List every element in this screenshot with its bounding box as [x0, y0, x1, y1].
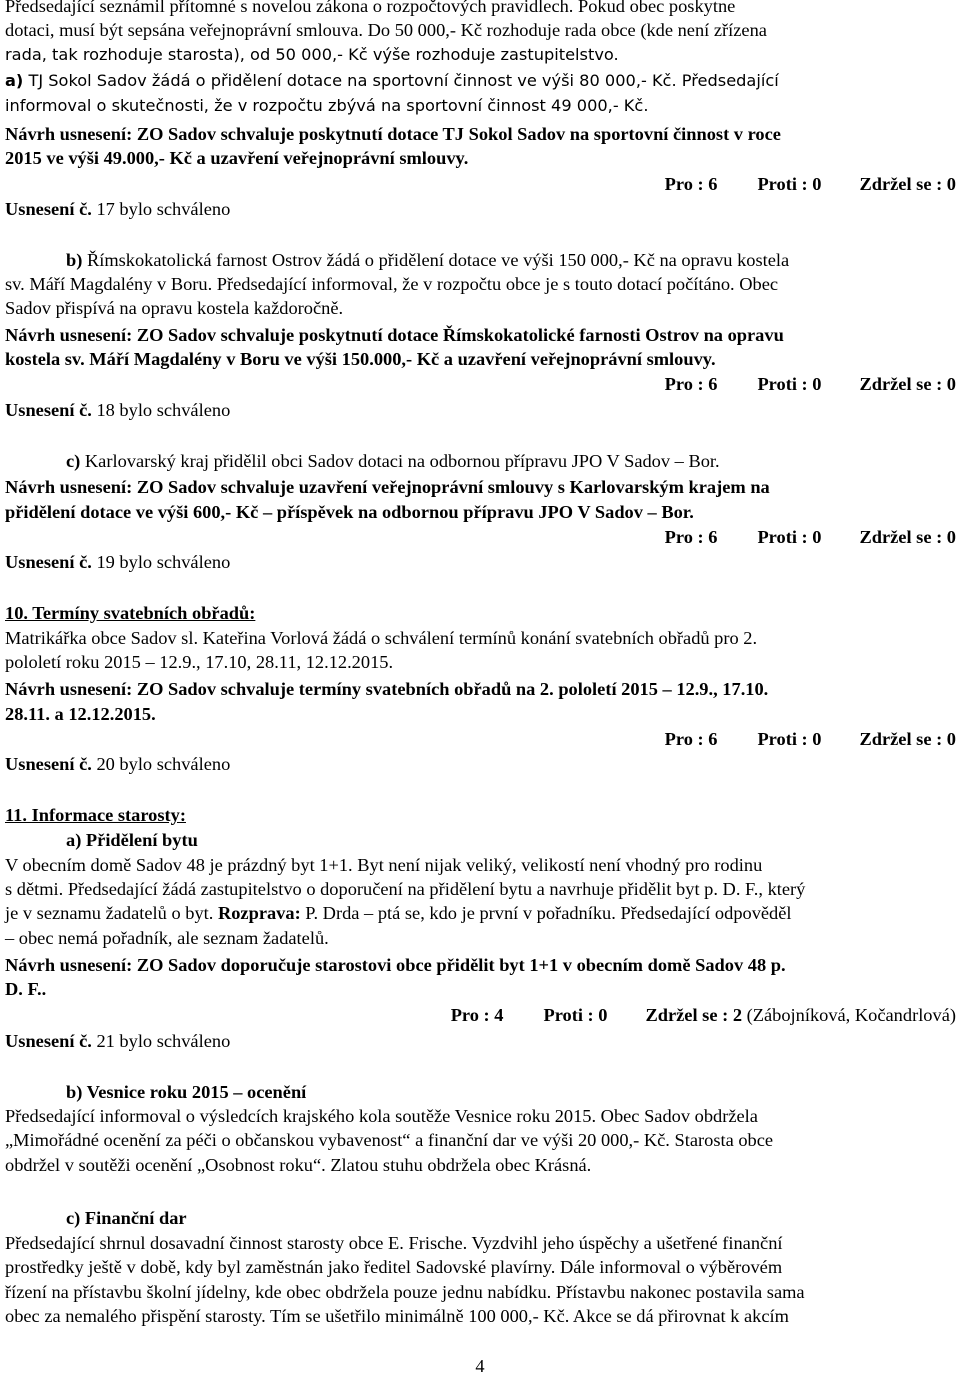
resolution-status — [5, 752, 230, 776]
resolution-proposal: Návrh usnesení: ZO Sadov schvaluje poskytnutí dotace Římskokatolické farnosti Ostrov na opravu — [5, 325, 784, 345]
vote-proti: Proti : 0 — [757, 729, 822, 749]
text-line: prostředky ještě v době, kdy byl zaměstnán jako ředitel Sadovské plavírny. Dále informoval o výběrovém — [5, 1257, 783, 1277]
section-heading-11: 11. Informace starosty: — [5, 805, 186, 825]
text-line: obdržel v soutěži ocenění „Osobnost roku“. Zlatou stuhu obdržela obec Krásná. — [5, 1155, 592, 1175]
vote-abstain: Zdržel se : 0 — [859, 374, 956, 394]
vote-abstain: Zdržel se : 2 — [645, 1005, 743, 1025]
item-a-sokol — [5, 69, 779, 93]
text-line: pololetí roku 2015 – 12.9., 17.10, 28.11, 12.12.2015. — [5, 652, 394, 672]
vote-result — [665, 172, 956, 196]
item-text: TJ Sokol Sadov žádá o přidělení dotace na sportovní činnost ve výši 80 000,- Kč. — [23, 71, 677, 90]
resolution-text: 18 bylo schváleno — [91, 400, 231, 420]
text-line: Předsedající shrnul dosavadní činnost starosty obce E. Frische. Vyzdvihl jeho úspěchy a ušetřené finanční — [5, 1233, 783, 1253]
text-line: rada, tak rozhoduje starosta), od 50 000,- Kč výše rozhoduje zastupitelstvo. — [5, 45, 619, 64]
vote-proti: Proti : 0 — [757, 174, 822, 194]
resolution-label: Usnesení č. — [5, 400, 92, 420]
text-line: Matrikářka obce Sadov sl. Kateřina Vorlová žádá o schválení termínů konání svatebních obřadů pro 2. — [5, 628, 758, 648]
vote-proti: Proti : 0 — [543, 1005, 608, 1025]
page-number: 4 — [475, 1356, 485, 1376]
resolution-proposal: Návrh usnesení: ZO Sadov schvaluje poskytnutí dotace TJ Sokol Sadov na sportovní činnost v roce — [5, 124, 781, 144]
text-line: dotaci, musí být sepsána veřejnoprávní smlouva. Do 50 000,- Kč rozhoduje rada obce (kde není zřízena — [5, 20, 767, 40]
vote-pro: Pro : 6 — [664, 174, 718, 194]
text-line — [5, 901, 792, 925]
text-line: Sadov přispívá na opravu kostela každoročně. — [5, 298, 344, 318]
resolution-proposal: Návrh usnesení: ZO Sadov schvaluje termíny svatebních obřadů na 2. pololetí 2015 – 12.9., 17.10. — [5, 679, 769, 699]
vote-pro: Pro : 6 — [664, 374, 718, 394]
subsection-heading: a) Přidělení bytu — [66, 830, 198, 850]
text-line: obec za nemalého přispění starosty. Tím se ušetřilo minimálně 100 000,- Kč. Akce se dá přirovnat k akcím — [5, 1306, 789, 1326]
item-label: b) — [66, 250, 83, 270]
resolution-status — [5, 197, 230, 221]
vote-pro: Pro : 6 — [664, 527, 718, 547]
vote-note: (Zábojníková, Kočandrlová) — [742, 1005, 956, 1025]
text-line: informoval o skutečnosti, že v rozpočtu zbývá na sportovní činnost 49 000,- Kč. — [5, 96, 649, 115]
vote-result — [665, 727, 956, 751]
resolution-proposal: Návrh usnesení: ZO Sadov doporučuje starostovi obce přidělit byt 1+1 v obecním domě Sadov 48 p. — [5, 955, 786, 975]
resolution-label: Usnesení č. — [5, 754, 92, 774]
resolution-text: 19 bylo schváleno — [91, 552, 231, 572]
resolution-proposal: Návrh usnesení: ZO Sadov schvaluje uzavření veřejnoprávní smlouvy s Karlovarským krajem na — [5, 477, 770, 497]
text-line: „Mimořádné ocenění za péči o občanskou vybavenost“ a finanční dar ve výši 20 000,- Kč. Starosta obce — [5, 1130, 774, 1150]
vote-result — [451, 1003, 956, 1027]
vote-abstain: Zdržel se : 0 — [859, 729, 956, 749]
item-label: c) — [66, 451, 81, 471]
resolution-status — [5, 1029, 230, 1053]
subsection-heading: c) Finanční dar — [66, 1208, 187, 1228]
vote-abstain: Zdržel se : 0 — [859, 174, 956, 194]
text-line: s dětmi. Předsedající žádá zastupitelstvo o doporučení na přidělení bytu a navrhuje přidělit byt p. D. F., který — [5, 879, 806, 899]
vote-result — [665, 372, 956, 396]
resolution-proposal: 28.11. a 12.12.2015. — [5, 704, 156, 724]
resolution-label: Usnesení č. — [5, 1031, 92, 1051]
text-line: – obec nemá pořadník, ale seznam žadatelů. — [5, 928, 329, 948]
resolution-status — [5, 550, 230, 574]
resolution-proposal: D. F.. — [5, 979, 47, 999]
item-text: Karlovarský kraj přidělil obci Sadov dotaci na odbornou přípravu JPO V Sadov – Bor. — [80, 451, 720, 471]
resolution-proposal: kostela sv. Máří Magdalény v Boru ve výši 150.000,- Kč a uzavření veřejnoprávní smlouvy. — [5, 349, 716, 369]
vote-abstain: Zdržel se : 0 — [859, 527, 956, 547]
resolution-proposal: 2015 ve výši 49.000,- Kč a uzavření veřejnoprávní smlouvy. — [5, 148, 469, 168]
vote-pro: Pro : 6 — [664, 729, 718, 749]
resolution-text: 20 bylo schváleno — [91, 754, 231, 774]
item-label: a) — [5, 71, 24, 90]
section-heading-10: 10. Termíny svatebních obřadů: — [5, 603, 256, 623]
resolution-text: 17 bylo schváleno — [91, 199, 231, 219]
text-line: Předsedající seznámil přítomné s novelou zákona o rozpočtových pravidlech. Pokud obec poskytne — [5, 0, 736, 16]
resolution-label: Usnesení č. — [5, 199, 92, 219]
item-text: Předsedající — [676, 71, 779, 90]
text-line: sv. Máří Magdalény v Boru. Předsedající informoval, že v rozpočtu obce je s touto dotací počítáno. Obec — [5, 274, 779, 294]
text-line: řízení na přístavbu školní jídelny, kde obec obdržela pouze jednu nabídku. Přístavbu nakonec postavila sama — [5, 1282, 805, 1302]
item-text: Římskokatolická farnost Ostrov žádá o přidělení dotace ve výši 150 000,- Kč na opravu kostela — [82, 250, 790, 270]
item-b-farnost — [66, 248, 789, 272]
vote-proti: Proti : 0 — [757, 527, 822, 547]
resolution-text: 21 bylo schváleno — [91, 1031, 231, 1051]
text-span: P. Drda – ptá se, kdo je první v pořadníku. Předsedající odpověděl — [300, 903, 792, 923]
text-line: V obecním domě Sadov 48 je prázdný byt 1+1. Byt není nijak veliký, velikostí není vhodný pro rodinu — [5, 855, 763, 875]
resolution-label: Usnesení č. — [5, 552, 92, 572]
item-c-jpo — [66, 449, 720, 473]
resolution-status — [5, 398, 230, 422]
vote-proti: Proti : 0 — [757, 374, 822, 394]
vote-result — [665, 525, 956, 549]
subsection-heading: b) Vesnice roku 2015 – ocenění — [66, 1082, 307, 1102]
resolution-proposal: přidělení dotace ve výši 600,- Kč – příspěvek na odbornou přípravu JPO V Sadov – Bor. — [5, 502, 694, 522]
discussion-label: Rozprava: — [217, 903, 301, 923]
vote-pro: Pro : 4 — [450, 1005, 504, 1025]
text-span: je v seznamu žadatelů o byt. — [5, 903, 218, 923]
text-line: Předsedající informoval o výsledcích krajského kola soutěže Vesnice roku 2015. Obec Sadov obdržela — [5, 1106, 758, 1126]
